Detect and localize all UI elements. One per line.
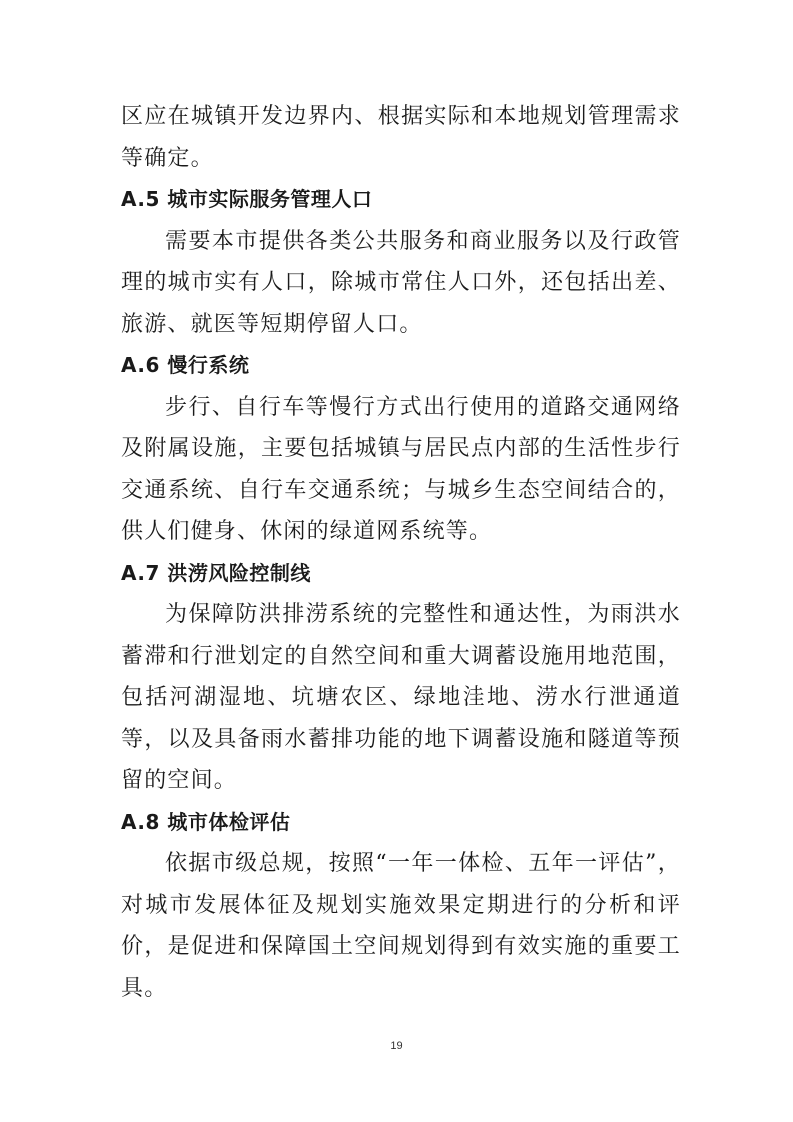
page-number: 19 [390,1040,403,1052]
page-content [121,96,681,1009]
section-body-a7: 为保障防洪排涝系统的完整性和通达性，为雨洪水蓄滞和行泄划定的自然空间和重大调蓄设施用地范围，包括河湖湿地、坑塘农区、绿地洼地、涝水行泄通道等，以及具备雨水蓄排功能的地下调蓄设施和隧道等预留的空间。 [121,602,681,793]
section-heading-a5: A.5 城市实际服务管理人口 [121,187,373,211]
section-body-a6: 步行、自行车等慢行方式出行使用的道路交通网络及附属设施，主要包括城镇与居民点内部的生活性步行交通系统、自行车交通系统；与城乡生态空间结合的，供人们健身、休闲的绿道网系统等。 [121,394,681,544]
section-body-a5: 需要本市提供各类公共服务和商业服务以及行政管理的城市实有人口，除城市常住人口外，还包括出差、旅游、就医等短期停留人口。 [121,228,681,337]
section-body-a8: 依据市级总规，按照“一年一体检、五年一评估”，对城市发展体征及规划实施效果定期进行的分析和评价，是促进和保障国土空间规划得到有效实施的重要工具。 [121,851,681,1001]
section-heading-a8: A.8 城市体检评估 [121,809,291,834]
section-heading-a6: A.6 慢行系统 [121,353,250,377]
intro-paragraph: 区应在城镇开发边界内、根据实际和本地规划管理需求等确定。 [121,104,681,171]
section-heading-a7: A.7 洪涝风险控制线 [121,560,311,585]
